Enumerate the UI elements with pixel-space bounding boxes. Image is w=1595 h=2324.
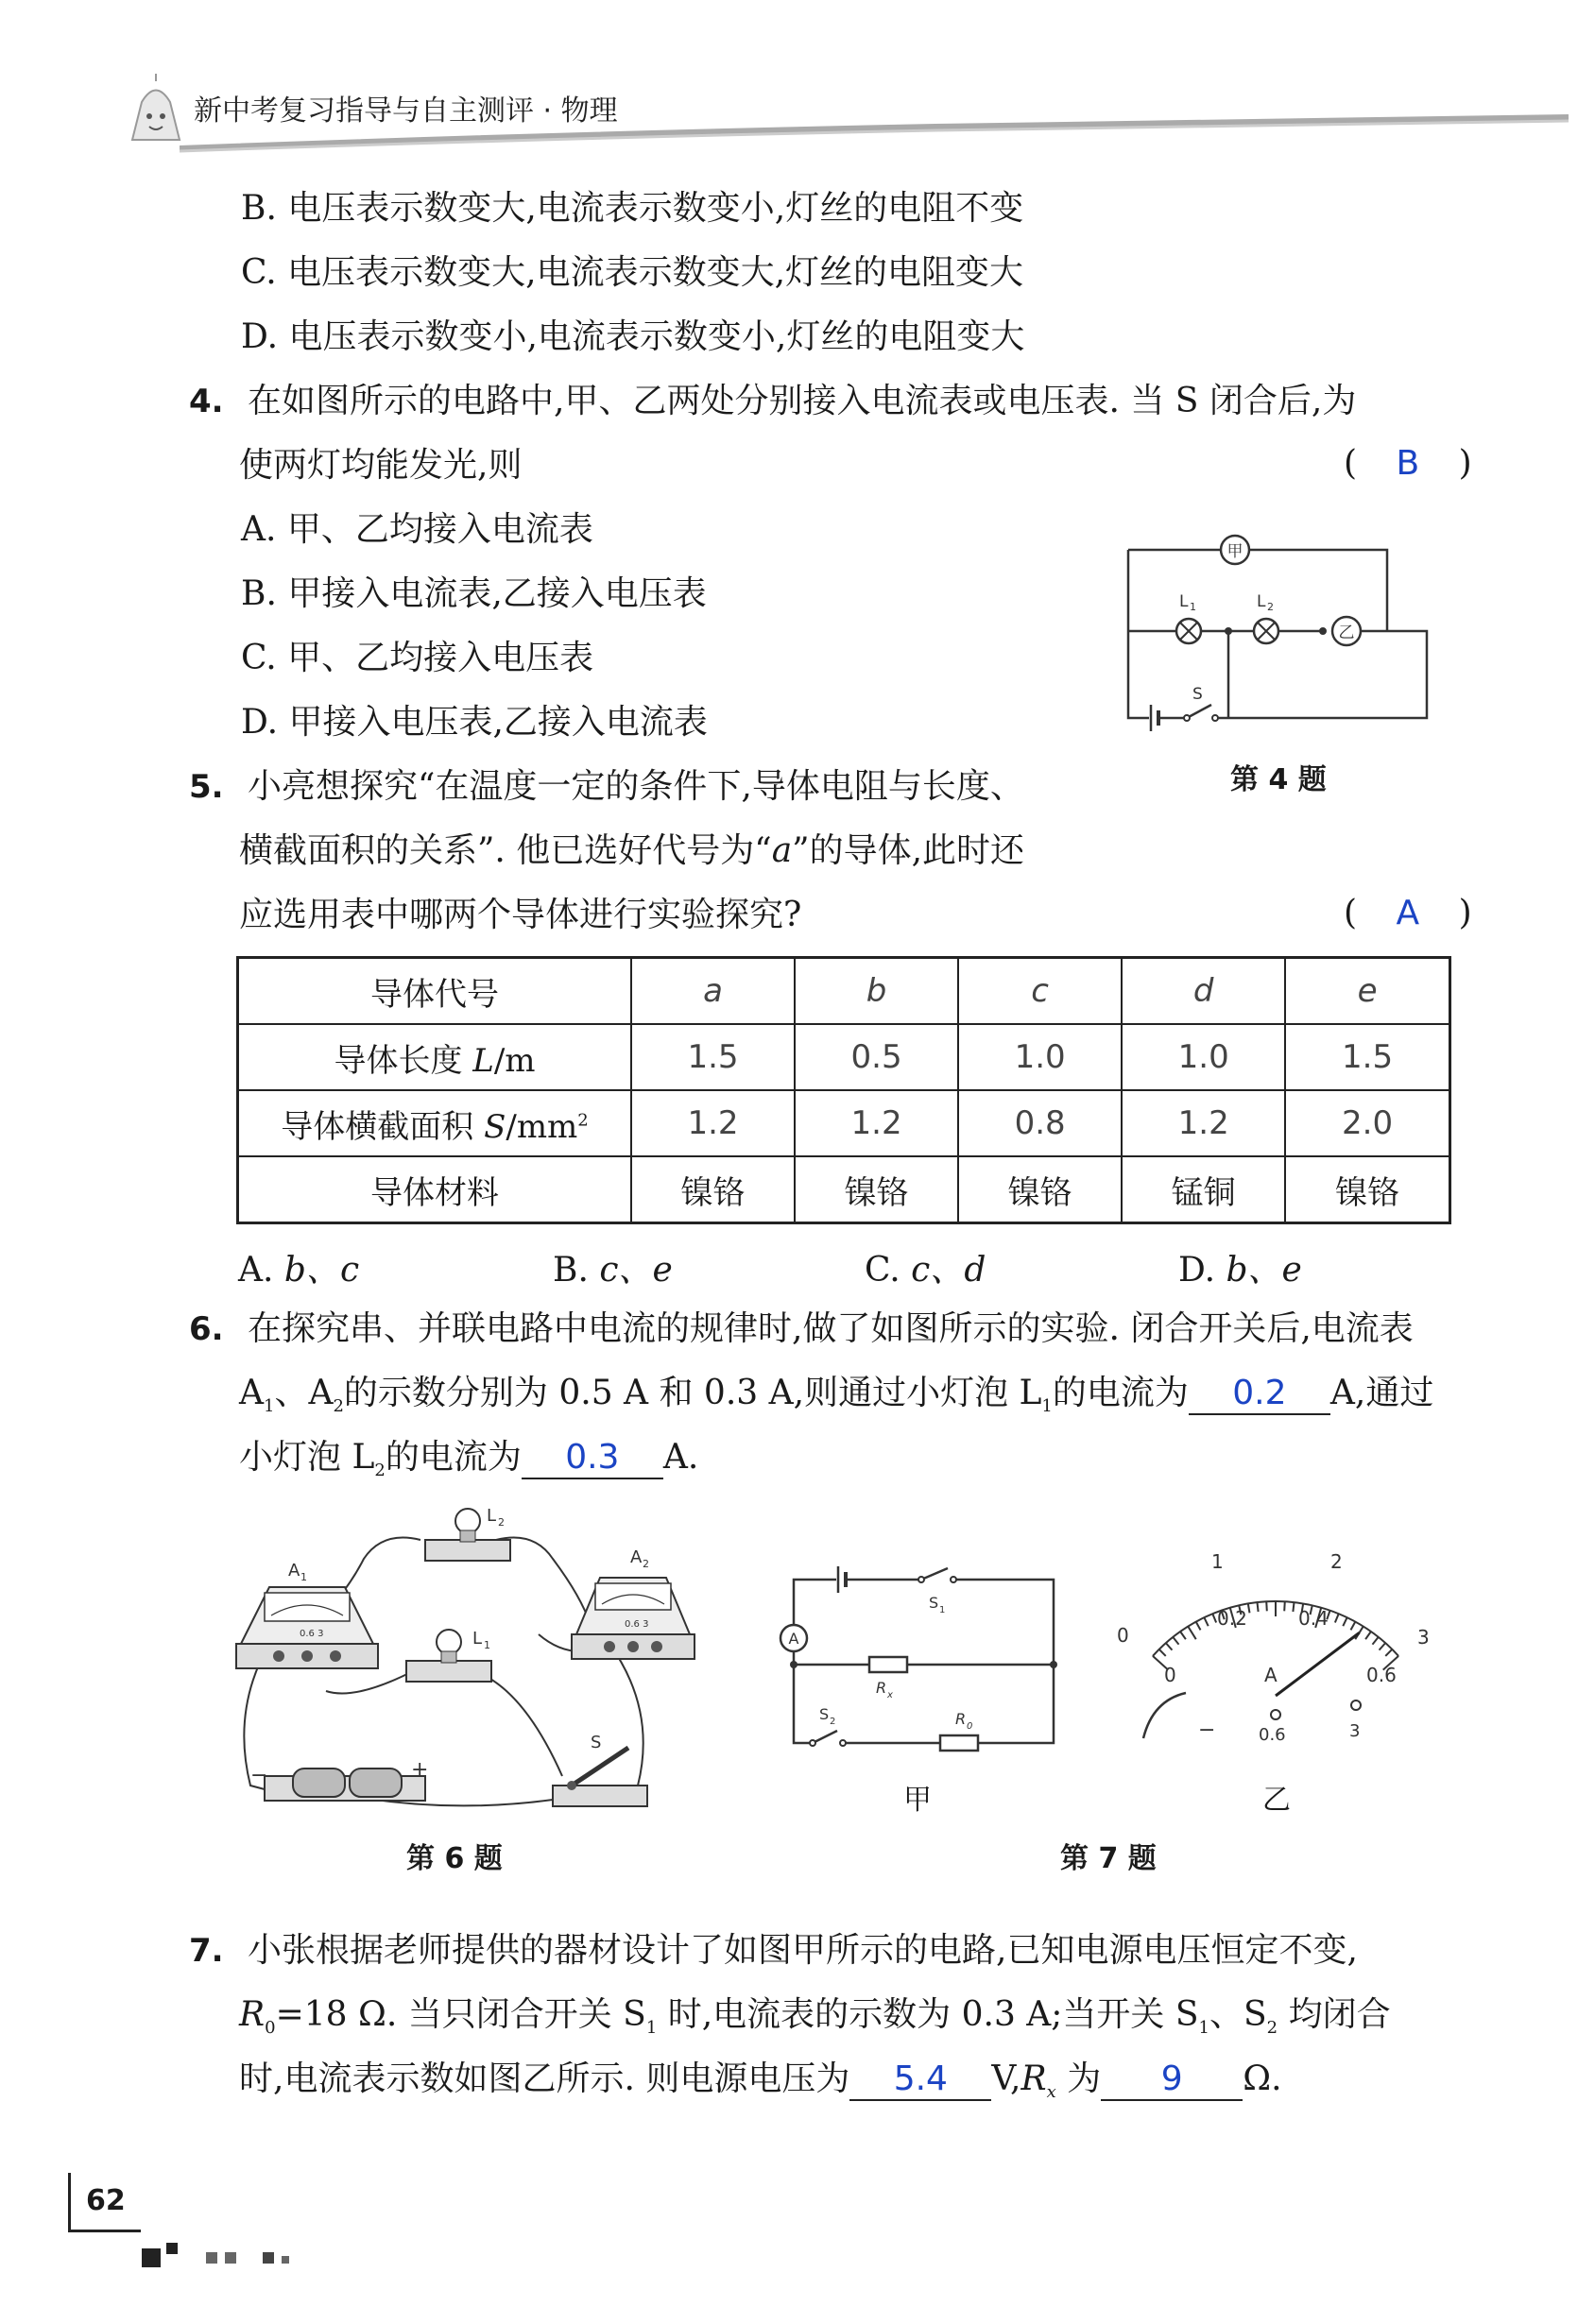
meter-tick — [1204, 1617, 1208, 1626]
table-cell: 1.2 — [631, 1090, 795, 1156]
table-cell: 1.5 — [1285, 1024, 1449, 1090]
q7-fig-jia-label: 甲 — [903, 1784, 932, 1817]
q4-option-c: C. 甲、乙均接入电压表 — [241, 639, 594, 677]
q6-a2-label: A — [630, 1547, 643, 1567]
q6-l2-label: L — [487, 1506, 497, 1526]
meter-tick — [1284, 1601, 1285, 1611]
battery-icon — [838, 1566, 846, 1593]
q6-circuit-figure — [213, 1502, 704, 1823]
meter-tick — [1212, 1614, 1216, 1622]
meter-outer-tick-3: 3 — [1417, 1626, 1430, 1649]
q4-text-1: 在如图所示的电路中,甲、乙两处分别接入电流表或电压表. 当 S 闭合后,为 — [248, 382, 1357, 420]
q6-line1 — [189, 1307, 1414, 1351]
q4-l2-label: L — [1257, 592, 1266, 611]
meter-yi-icon — [1332, 617, 1361, 645]
meter-outer-tick-0: 0 — [1117, 1624, 1129, 1647]
svg-text:+: + — [411, 1758, 429, 1782]
meter-tick — [1385, 1649, 1392, 1656]
q7-s2-label: S — [819, 1705, 830, 1723]
table-cell: 0.8 — [958, 1090, 1122, 1156]
q7-line3: 时,电流表示数如图乙所示. 则电源电压为 5.4 $V,R_x$ 为 9 Ω. — [239, 2059, 1282, 2103]
meter-tick — [1196, 1622, 1201, 1631]
meter-terminal-arc — [1143, 1693, 1186, 1738]
q7-text-1: 小张根据老师提供的器材设计了如图甲所示的电路,已知电源电压恒定不变, — [248, 1931, 1358, 1970]
q4-answer-bracket: ( B ) — [1344, 444, 1472, 483]
lamp-l1-icon — [1176, 619, 1201, 643]
footer-decoration — [142, 2239, 331, 2277]
q5-number: 5. — [189, 768, 224, 806]
q7-ammeter-dial — [1096, 1530, 1455, 1767]
table-cell: a — [631, 958, 795, 1025]
q7-circuit-jia — [770, 1549, 1072, 1767]
q5-line3: 应选用表中哪两个导体进行实验探究? — [239, 896, 802, 934]
svg-text:−: − — [250, 1764, 268, 1787]
q4-number: 4. — [189, 383, 224, 420]
ammeter-a1-icon — [236, 1587, 378, 1668]
table-cell: b — [795, 958, 958, 1025]
table-cell: 镍铬 — [795, 1156, 958, 1223]
table-cell: c — [958, 958, 1122, 1025]
meter-terminal-3: 3 — [1349, 1721, 1361, 1741]
svg-text:1: 1 — [939, 1605, 946, 1615]
svg-text:1: 1 — [1190, 601, 1196, 613]
knife-switch-icon — [553, 1748, 647, 1806]
header-rule — [180, 96, 1569, 153]
page-number-box — [68, 2173, 141, 2232]
q4-line1 — [189, 380, 1356, 423]
svg-text:2: 2 — [1267, 601, 1274, 613]
q7-number: 7. — [189, 1932, 224, 1970]
q7-line1 — [189, 1929, 1358, 1973]
table-cell: 1.5 — [631, 1024, 795, 1090]
svg-text:0.6 3: 0.6 3 — [625, 1619, 649, 1630]
q5-line1 — [189, 765, 1024, 809]
meter-tick — [1188, 1627, 1195, 1640]
meter-tick — [1248, 1603, 1250, 1613]
table-cell: 1.0 — [1122, 1024, 1285, 1090]
q5-option-d: D. b、e — [1178, 1251, 1302, 1290]
table-cell: 1.2 — [795, 1090, 958, 1156]
q7-fig-yi-label: 乙 — [1262, 1784, 1291, 1817]
table-row — [238, 1156, 1450, 1223]
meter-tick — [1350, 1622, 1355, 1631]
svg-text:1: 1 — [484, 1639, 490, 1651]
meter-tick — [1355, 1627, 1363, 1640]
q6-answer1-blank: 0.2 — [1189, 1372, 1330, 1415]
row-header-code: 导体代号 — [238, 958, 632, 1025]
meter-outer-tick-2: 2 — [1330, 1550, 1343, 1573]
q3-option-b: B. 电压表示数变大,电流表示数变小,灯丝的电阻不变 — [241, 189, 1024, 228]
meter-tick — [1173, 1637, 1178, 1645]
q4-switch-label: S — [1192, 685, 1203, 704]
meter-outer-tick-1: 1 — [1211, 1550, 1224, 1573]
q6-line2: $A_1$、$A_2$的示数分别为 0.5 A 和 0.3 A,则通过小灯泡 $L_1$的电流为 0.2 A,通过 — [239, 1374, 1434, 1417]
meter-inner-tick-1: 0.2 — [1217, 1607, 1247, 1630]
meter-tick — [1159, 1649, 1166, 1656]
q7-rx-label: R — [876, 1679, 887, 1697]
q5-option-c: C. c、d — [865, 1251, 986, 1290]
q5-line2: 横截面积的关系”. 他已选好代号为“a”的导体,此时还 — [239, 831, 1025, 870]
q4-figure-caption: 第 4 题 — [1230, 763, 1327, 796]
q4-answer: B — [1396, 444, 1420, 483]
q6-answer2-blank: 0.3 — [522, 1436, 663, 1479]
svg-text:甲: 甲 — [1226, 542, 1243, 561]
q4-line2: 使两灯均能发光,则 — [239, 446, 523, 485]
table-cell: e — [1285, 958, 1449, 1025]
q7-r0-label: R — [955, 1710, 967, 1728]
q4-circuit-figure — [1115, 529, 1436, 746]
meter-terminal-06: 0.6 — [1259, 1725, 1286, 1745]
table-cell: 镍铬 — [958, 1156, 1122, 1223]
svg-text:乙: 乙 — [1338, 624, 1355, 642]
ammeter-a2-icon — [572, 1578, 695, 1659]
resistor-r0-icon — [940, 1735, 978, 1751]
meter-tick — [1257, 1602, 1258, 1612]
q7-answer1-blank: 5.4 — [849, 2058, 991, 2101]
meter-tick — [1293, 1602, 1294, 1612]
row-header-length: 导体长度 L/m — [238, 1024, 632, 1090]
table-row — [238, 1024, 1450, 1090]
meter-scale-ticks — [1153, 1601, 1398, 1670]
page-number: 62 — [86, 2184, 126, 2217]
q5-answer: A — [1396, 894, 1420, 932]
table-cell: 1.2 — [1122, 1090, 1285, 1156]
ammeter-jia-icon — [1221, 536, 1249, 564]
meter-tick — [1343, 1617, 1346, 1626]
svg-text:x: x — [887, 1690, 893, 1700]
svg-text:0: 0 — [967, 1721, 973, 1732]
meter-needle-label: A — [1264, 1664, 1278, 1686]
q4-l1-label: L — [1179, 592, 1189, 611]
meter-tick — [1166, 1643, 1173, 1649]
table-cell: 锰铜 — [1122, 1156, 1285, 1223]
table-cell: 0.5 — [795, 1024, 958, 1090]
q3-option-c: C. 电压表示数变大,电流表示数变大,灯丝的电阻变大 — [241, 253, 1024, 292]
q6-switch-label: S — [591, 1733, 602, 1752]
q5-option-a: A. b、c — [238, 1251, 360, 1290]
svg-text:2: 2 — [830, 1717, 836, 1727]
q6-l1-label: L — [472, 1629, 483, 1649]
meter-terminal-minus: − — [1198, 1718, 1216, 1742]
svg-text:2: 2 — [643, 1558, 649, 1570]
svg-text:2: 2 — [498, 1516, 505, 1529]
table-cell: 镍铬 — [1285, 1156, 1449, 1223]
table-cell: 1.0 — [958, 1024, 1122, 1090]
table-row — [238, 958, 1450, 1025]
svg-text:0.6 3: 0.6 3 — [300, 1629, 324, 1639]
ammeter-icon — [780, 1625, 807, 1651]
table-cell: 镍铬 — [631, 1156, 795, 1223]
battery-pack-icon — [265, 1769, 425, 1801]
q3-option-d: D. 电压表示数变小,电流表示数变小,灯丝的电阻变大 — [241, 317, 1025, 356]
meter-tick — [1335, 1614, 1339, 1622]
q5-conductor-table — [236, 956, 1451, 1224]
table-cell: d — [1122, 958, 1285, 1025]
meter-inner-tick-2: 0.4 — [1298, 1607, 1329, 1630]
lamp-l2-icon — [1254, 619, 1278, 643]
header — [123, 74, 1569, 149]
q4-option-b: B. 甲接入电流表,乙接入电压表 — [241, 574, 707, 613]
q4-option-d: D. 甲接入电压表,乙接入电流表 — [241, 703, 708, 742]
q5-text-1: 小亮想探究“在温度一定的条件下,导体电阻与长度、 — [248, 767, 1024, 806]
table-row — [238, 1090, 1450, 1156]
q7-figure-caption: 第 7 题 — [1060, 1842, 1157, 1875]
header-title: 新中考复习指导与自主测评 · 物理 — [194, 94, 618, 128]
table-cell: 2.0 — [1285, 1090, 1449, 1156]
row-header-area: 导体横截面积 $S/mm^2$ — [238, 1090, 632, 1156]
q7-line2: $R_0=18$ Ω. 当只闭合开关 $S_1$ 时,电流表的示数为 0.3 A;当开关 $S_1$、$S_2$ 均闭合 — [239, 1995, 1391, 2039]
meter-needle — [1276, 1632, 1359, 1696]
q6-text-1: 在探究串、并联电路中电流的规律时,做了如图所示的实验. 闭合开关后,电流表 — [248, 1309, 1414, 1348]
q7-s1-label: S — [929, 1594, 939, 1612]
meter-tick — [1365, 1632, 1371, 1639]
q5-answer-bracket: ( A ) — [1344, 894, 1472, 932]
q6-a1-label: A — [288, 1561, 300, 1581]
svg-text:A: A — [788, 1630, 799, 1648]
battery-icon — [1151, 705, 1158, 731]
q6-figure-caption: 第 6 题 — [406, 1842, 503, 1875]
q4-option-a: A. 甲、乙均接入电流表 — [241, 510, 593, 549]
meter-tick — [1180, 1632, 1186, 1639]
q6-line3: 小灯泡 $L_2$的电流为 0.3 A. — [239, 1438, 699, 1481]
row-header-material: 导体材料 — [238, 1156, 632, 1223]
meter-tick — [1372, 1637, 1378, 1645]
q6-number: 6. — [189, 1310, 224, 1348]
meter-inner-tick-3: 0.6 — [1366, 1664, 1397, 1686]
meter-tick — [1380, 1643, 1386, 1649]
resistor-rx-icon — [869, 1657, 907, 1672]
meter-inner-tick-0: 0 — [1164, 1664, 1176, 1686]
q5-option-b: B. c、e — [553, 1251, 673, 1290]
meter-tick — [1266, 1601, 1267, 1611]
q7-answer2-blank: 9 — [1101, 2058, 1243, 2101]
svg-text:1: 1 — [300, 1571, 307, 1583]
